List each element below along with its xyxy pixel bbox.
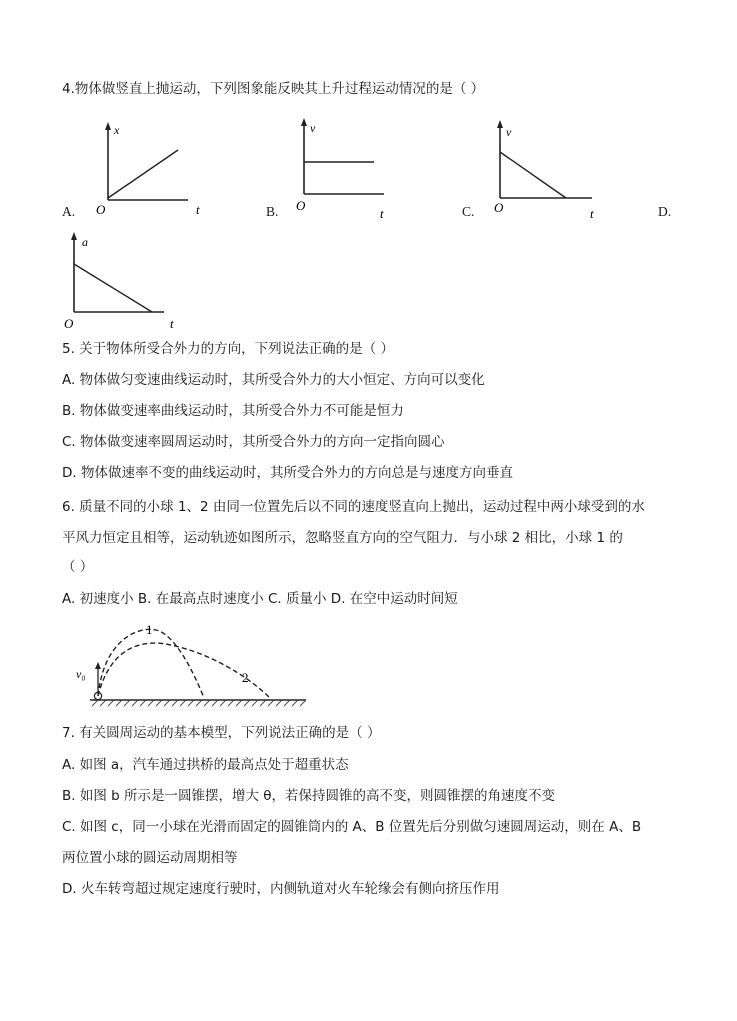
y-axis-label: x [114,123,120,137]
q6-trajectory-figure [70,618,320,710]
origin-label: O [296,198,306,213]
q5-option-d[interactable]: D. 物体做速率不变的曲线运动时，其所受合外力的方向总是与速度方向垂直 [62,465,513,481]
ground-hatching [92,700,306,706]
q4-option-a-label[interactable]: A. [62,204,76,219]
q7-option-a[interactable]: A. 如图 a，汽车通过拱桥的最高点处于超重状态 [62,757,349,773]
x-axis-label: t [196,202,200,217]
q4-option-c-label[interactable]: C. [462,204,475,219]
graph-line [500,152,566,198]
q5-stem: 5. 关于物体所受合外力的方向，下列说法正确的是（ ） [62,341,394,357]
q4-option-c-graph[interactable] [480,118,610,220]
q7-option-c-continued: 两位置小球的圆运动周期相等 [62,850,238,866]
x-axis-label: t [380,206,384,220]
q4-option-b-label[interactable]: B. [266,204,279,219]
q7-option-c[interactable]: C. 如图 c，同一小球在光滑而固定的圆锥筒内的 A、B 位置先后分别做匀速圆周运动，则在 A、B [62,819,642,835]
q6-options[interactable]: A. 初速度小 B. 在最高点时速度小 C. 质量小 D. 在空中运动时间短 [62,591,458,607]
q6-stem-line-3: （ ） [62,559,94,575]
q5-option-c[interactable]: C. 物体做变速率圆周运动时，其所受合外力的方向一定指向圆心 [62,434,445,450]
q7-option-d[interactable]: D. 火车转弯超过规定速度行驶时，内侧轨道对火车轮缘会有侧向挤压作用 [62,881,500,897]
arrow-up-icon [301,118,307,126]
origin-label: O [494,200,504,215]
q5-option-b[interactable]: B. 物体做变速率曲线运动时，其所受合外力不可能是恒力 [62,403,404,419]
arrow-up-icon [95,662,101,669]
trajectory-1 [98,629,204,698]
x-axis-label: t [590,206,594,220]
y-axis-label: v [506,125,512,139]
graph-line [108,150,178,198]
q4-option-a-graph[interactable] [88,118,218,220]
trajectory-1-label: 1 [146,622,153,637]
q4-option-b-graph[interactable] [284,114,404,220]
q4-stem: 4.物体做竖直上抛运动，下列图象能反映其上升过程运动情况的是（ ） [62,81,485,97]
x-axis-label: t [170,316,174,331]
origin-label: O [96,202,106,217]
q5-option-a[interactable]: A. 物体做匀变速曲线运动时，其所受合外力的大小恒定、方向可以变化 [62,372,485,388]
q6-stem-line-1: 6. 质量不同的小球 1、2 由同一位置先后以不同的速度竖直向上抛出，运动过程中两小球受到的水 [62,499,645,515]
q6-stem-line-2: 平风力恒定且相等，运动轨迹如图所示，忽略竖直方向的空气阻力．与小球 2 相比，小球 1 的 [62,530,623,546]
q4-option-d-label[interactable]: D. [658,204,672,219]
q7-option-b[interactable]: B. 如图 b 所示是一圆锥摆，增大 θ，若保持圆锥的高不变，则圆锥摆的角速度不变 [62,788,556,804]
trajectory-2-label: 2 [242,670,249,685]
arrow-up-icon [105,122,111,130]
y-axis-label: v [310,121,316,135]
arrow-up-icon [71,232,77,240]
q4-option-d-graph[interactable] [60,228,190,332]
y-axis-label: a [82,235,88,249]
arrow-up-icon [497,120,503,128]
q7-stem: 7. 有关圆周运动的基本模型，下列说法正确的是（ ） [62,725,381,741]
graph-line [74,264,152,312]
origin-label: O [64,316,74,331]
v0-label: v₀ [76,667,86,681]
